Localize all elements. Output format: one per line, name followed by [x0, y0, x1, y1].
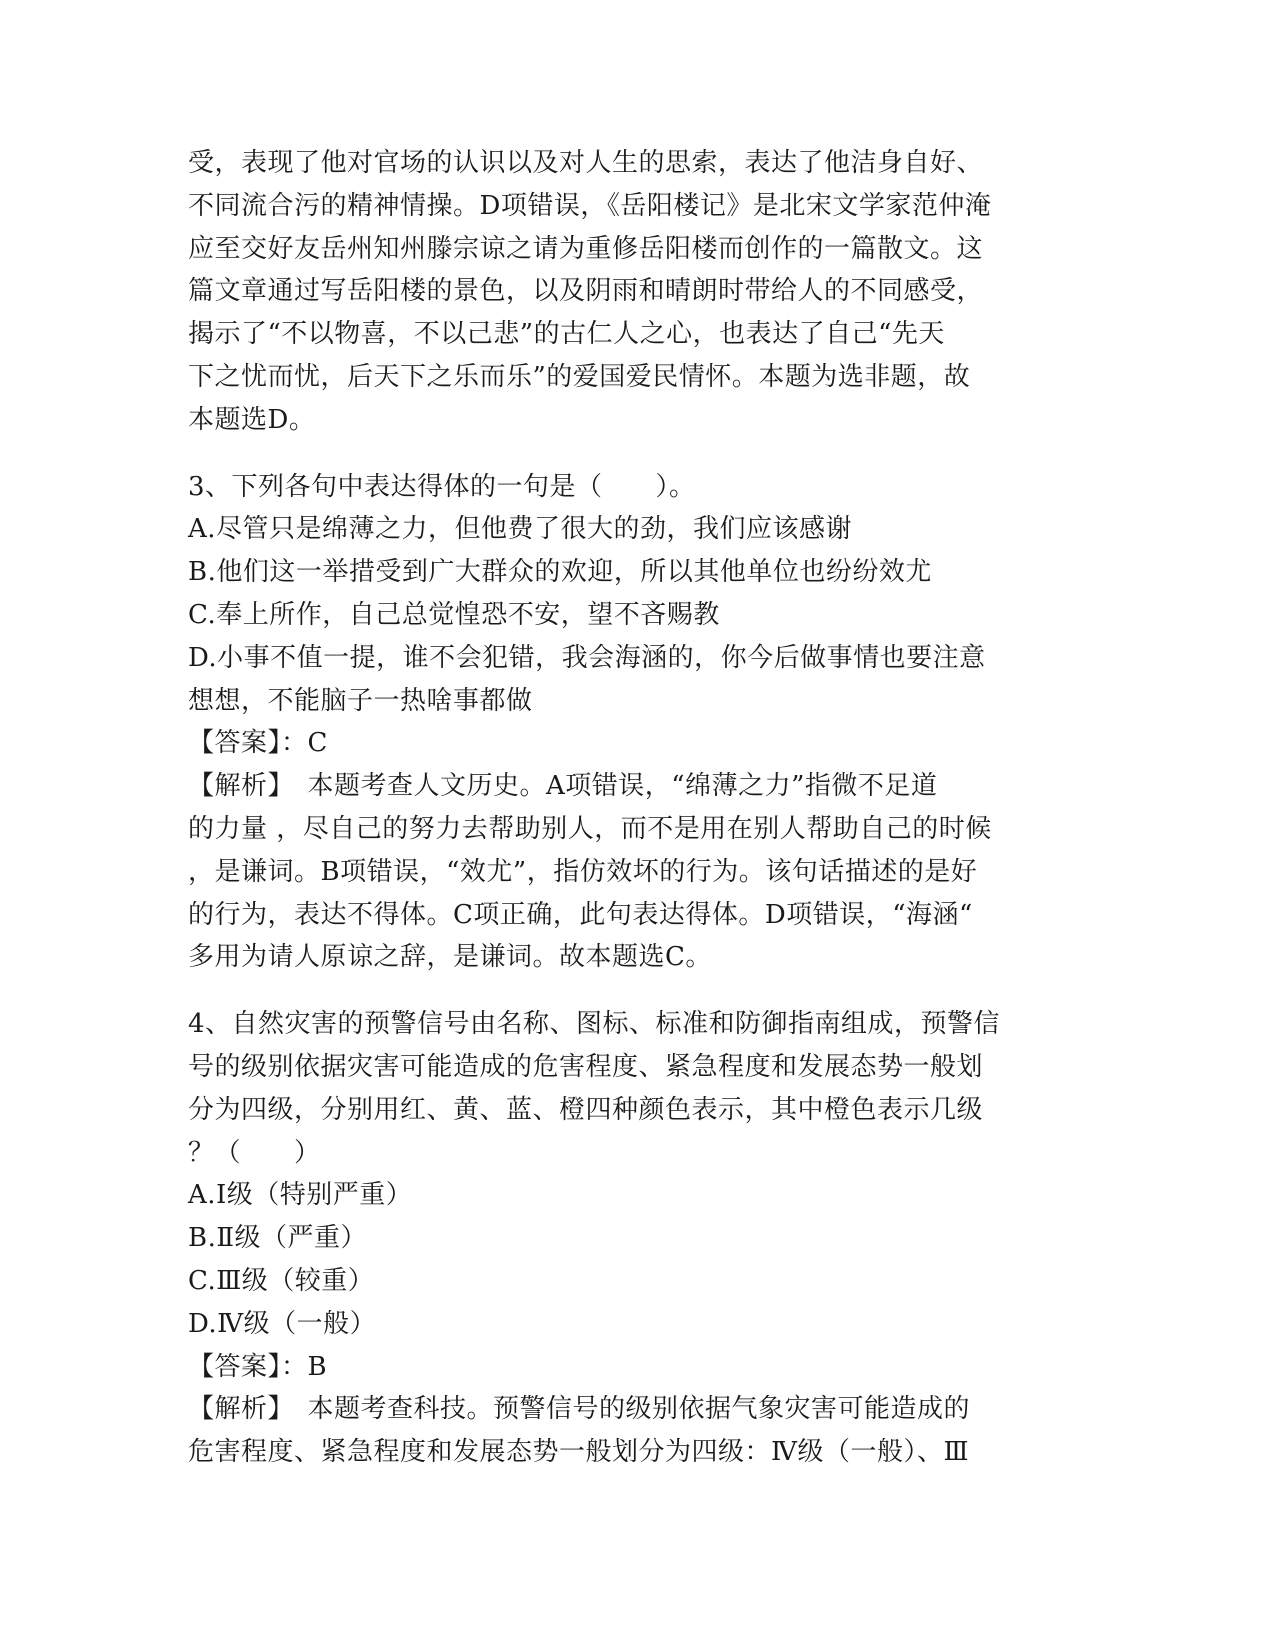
text-line: 本题选D。 [188, 404, 316, 435]
option-d: D.Ⅳ级（一般） [188, 1308, 377, 1339]
option-a: A.Ⅰ级（特别严重） [188, 1180, 413, 1211]
answer: 【答案】：B [188, 1351, 328, 1382]
question-4 [188, 1003, 1088, 1474]
text-line: 受，表现了他对官场的认识以及对人生的思索，表达了他洁身自好、 [188, 148, 984, 178]
option-b: B.Ⅱ级（严重） [188, 1223, 368, 1254]
analysis-line: 的行为，表达不得体。C项正确，此句表达得体。D项错误，“海涵“ [188, 899, 973, 930]
text-line: 篇文章通过写岳阳楼的景色，以及阴雨和晴朗时带给人的不同感受， [188, 276, 984, 307]
option-c: C.奉上所作，自己总觉惶恐不安，望不吝赐教 [188, 599, 720, 630]
text-line: 应至交好友岳州知州滕宗谅之请为重修岳阳楼而创作的一篇散文。这 [188, 233, 984, 264]
option-d-continued: 想想，不能脑子一热啥事都做 [188, 685, 533, 716]
analysis-line: 【解析】 本题考查人文历史。A项错误，“绵薄之力”指微不足道 [188, 771, 938, 802]
previous-analysis-continuation [188, 142, 1088, 442]
question-stem: 分为四级，分别用红、黄、蓝、橙四种颜色表示，其中橙色表示几级 [188, 1094, 984, 1125]
analysis-line: 的力量 ，尽自己的努力去帮助别人，而不是用在别人帮助自己的时候 [188, 813, 992, 844]
option-c: C.Ⅲ级（较重） [188, 1265, 375, 1296]
spacer [188, 442, 1088, 466]
question-stem: 3、下列各句中表达得体的一句是（ ）。 [188, 471, 696, 502]
question-stem: ？（ ） [188, 1137, 321, 1168]
question-stem: 号的级别依据灾害可能造成的危害程度、紧急程度和发展态势一般划 [188, 1051, 984, 1082]
analysis-line: ，是谦词。B项错误，“效尤”，指仿效坏的行为。该句话描述的是好 [188, 856, 978, 887]
text-line: 揭示了“不以物喜，不以己悲”的古仁人之心，也表达了自己“先天 [188, 319, 945, 350]
text-line: 不同流合污的精神情操。D项错误，《岳阳楼记》是北宋文学家范仲淹 [188, 190, 992, 221]
option-a: A.尽管只是绵薄之力，但他费了很大的劲，我们应该感谢 [188, 514, 853, 545]
analysis-line: 危害程度、紧急程度和发展态势一般划分为四级：Ⅳ级（一般）、Ⅲ [188, 1437, 970, 1468]
question-3 [188, 466, 1088, 980]
analysis-line: 多用为请人原谅之辞，是谦词。故本题选C。 [188, 942, 712, 973]
text-line: 下之忧而忧，后天下之乐而乐”的爱国爱民情怀。本题为选非题，故 [188, 361, 971, 392]
option-b: B.他们这一举措受到广大群众的欢迎，所以其他单位也纷纷效尤 [188, 557, 932, 588]
answer: 【答案】：C [188, 728, 328, 759]
question-stem: 4、自然灾害的预警信号由名称、图标、标准和防御指南组成，预警信 [188, 1009, 1001, 1040]
spacer [188, 979, 1088, 1003]
option-d: D.小事不值一提，谁不会犯错，我会海涵的，你今后做事情也要注意 [188, 642, 986, 673]
document-page [188, 142, 1088, 1474]
analysis-line: 【解析】 本题考查科技。预警信号的级别依据气象灾害可能造成的 [188, 1394, 971, 1425]
